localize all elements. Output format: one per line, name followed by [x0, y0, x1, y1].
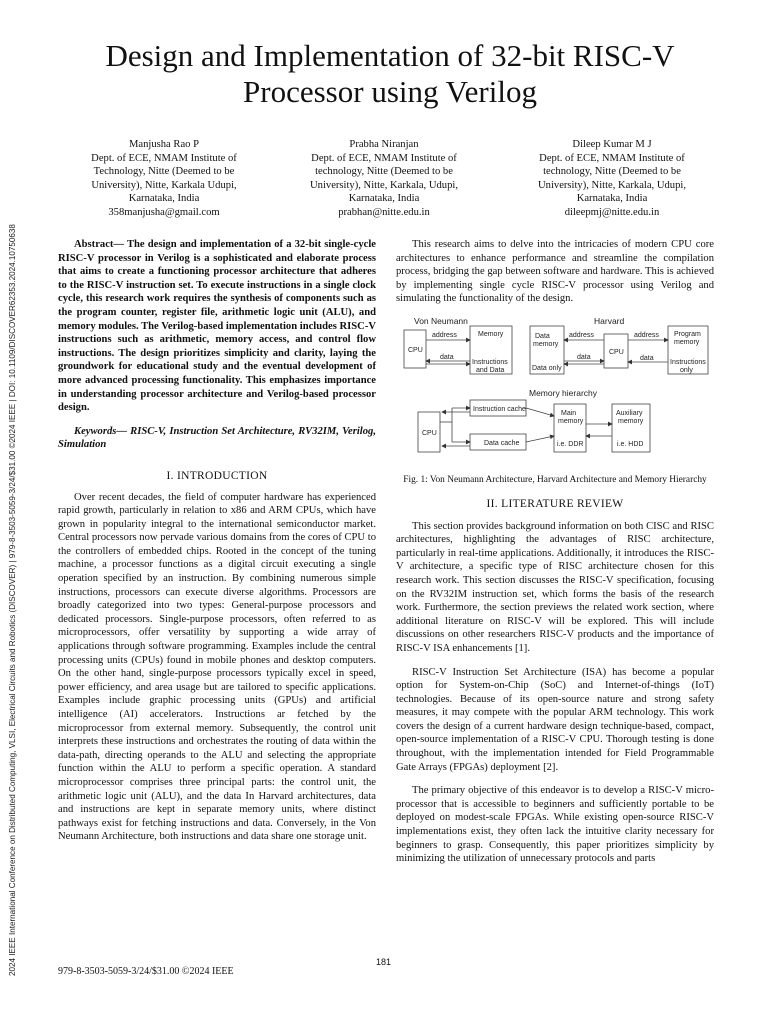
abstract: Abstract— The design and implementation of a 32-bit single-cycle RISC-V processor in Verilog is a sophisticated and elaborate process that aims to create a functioning processor architecture that adheres to the RISC-V instruction set. To execute instructions in a single clock cycle, this research work requires the synthesis of components such as the program counter, register file, arithmetic logic unit (ALU), and memory modules. The Verilog-based implementation includes RISC-V instructions such as arithmetic, memory access, and control flow instructions. The design prioritizes simplicity and clarity, laying the groundwork for educational study and the eventual development of more advanced processing functionality. This emphasizes importance in understanding processor architecture and Verilog-based processor design. — [58, 239, 376, 414]
left-column — [58, 238, 376, 844]
author-affiliation: University), Nitte, Karkala, Udupi, — [538, 179, 686, 191]
introduction-paragraph: Over recent decades, the field of computer hardware has experienced rapid growth, particularly in relation to x86 and ARM CPUs, which have grown in popularity integral to the international semiconductor market. Central processors now pervade various domains from the cores of CPU to the controllers of embedded chips. Rooted in the concept of the tuning machine, a processor functions as a digital circuit executing a single operation specified by an instruction. By combining numerous simple instructions, processors can execute diverse algorithms. Processors are broadly categorized into two types: General-purpose processors and dedicated processors. Single-purpose processors, often referred to as microprocessors, offer versatility by supporting a wide array of applications through software programming. Examples include the central processing units (CPUs) found in mobile phones and desktop computers. On the other hand, single-purpose processors typically excel in speed, power efficiency, and area usage but are tailored to specific applications. Examples include graphic processing units (GPUs) and artificial intelligence (AI) accelerators. Instructions ar fetched by the microprocessor from external memory. Subsequently, the control unit interprets these instructions and orchestrates the routing of data within the data-path, directing operands to the ALU and selecting the appropriate function within the ALU to perform a specific operation. A standard microprocessor comprises three principal parts: the control unit, the arithmetic logic unit (ALU), and the data In Harvard architectures, data and instructions are kept in separate memory units, where distinct pathways exist for fetching instructions and data. Conversely, in the Von Neumann Architecture, both instructions and data share one storage unit. — [58, 491, 376, 843]
keywords: Keywords— RISC-V, Instruction Set Architecture, RV32IM, Verilog, Simulation — [58, 425, 376, 451]
architecture-diagram — [396, 318, 714, 470]
architecture-figure — [396, 318, 714, 470]
harvard-address-left-label: address — [569, 331, 594, 339]
auxiliary-memory-label-2: memory — [618, 417, 644, 425]
harvard-program-memory-label: Program — [674, 330, 701, 338]
author-email: dileepmj@nitte.edu.in — [564, 206, 660, 218]
author-affiliation: Dept. of ECE, NMAM Institute of — [311, 152, 457, 164]
auxiliary-memory-label: Auxiliary — [616, 409, 643, 417]
research-aim-paragraph: This research aims to delve into the intricacies of modern CPU core architectures to enhance performance and streamline the compilation process, bridging the gap between software and hardware. This is achieved by implementing single cycle RISC-V processor using Verilog and simulating the functionality of the design. — [396, 239, 714, 305]
author-1 — [54, 138, 274, 220]
section-heading-introduction: I. INTRODUCTION — [166, 469, 268, 482]
author-name: Prabha Niranjan — [349, 139, 419, 150]
author-3 — [502, 138, 722, 220]
paper-title: Design and Implementation of 32-bit RISC-V Processor using Verilog — [105, 38, 675, 109]
data-cache-label: Data cache — [484, 439, 520, 447]
section-heading-literature-review: II. LITERATURE REVIEW — [486, 497, 624, 510]
right-column — [396, 238, 714, 866]
author-2 — [274, 138, 494, 220]
harvard-program-memory-label-2: memory — [674, 338, 700, 346]
author-affiliation: technology, Nitte (Deemed to be — [543, 166, 681, 178]
ie-hdd-label: i.e. HDD — [617, 440, 644, 448]
harvard-data-memory-label-2: memory — [533, 340, 559, 348]
mh-cpu-label: CPU — [422, 429, 437, 437]
author-affiliation: Karnataka, India — [348, 193, 420, 205]
literature-paragraph-2: RISC-V Instruction Set Architecture (ISA) has become a popular option for System-on-Chip (SoC) and Internet-of-things (IoT) technologies. Because of its open-source nature and strong safety measures, it may compete with the popular ARM technology. This work covers the design of a current hardware design technique-based, compact, open-source implementation of a RISC-V CPU. Thorough testing is done throughout, with the implementation intended for Field Programmable Gate Arrays (FPGAs) deployment [2]. — [396, 666, 714, 773]
author-affiliation: University), Nitte, Karkala, Udupi, — [310, 179, 458, 191]
harvard-data-only-label: Data only — [532, 364, 562, 372]
vn-data-label: data — [440, 353, 454, 361]
main-memory-label-2: memory — [558, 417, 584, 425]
harvard-instructions-only-label-2: only — [680, 366, 693, 374]
literature-paragraph-3: The primary objective of this endeavor is to develop a RISC-V micro-processor that is accessible to beginners and sufficiently portable to be deployed on modest-scale FPGAs. While existing open-source RISC-V implementations exist, they often lack the intuitive clarity necessary for beginners to grasp. Consequently, this paper prioritizes simplicity by minimizing the utilization of unnecessary protocols and parts — [396, 785, 714, 865]
conference-doi-banner: 2024 IEEE International Conference on Distributed Computing, VLSI, Electrical Circuits and Robotics (DISCOVER) | 979-8-3503-5059-3/24/$31.00 ©2024 IEEE | DOI: 10.1109/DISCOVER62353.2024.10750638 — [8, 224, 17, 976]
author-affiliation: Dept. of ECE, NMAM Institute of — [539, 152, 685, 164]
von-neumann-label: Von Neumann — [414, 317, 468, 326]
author-email: 358manjusha@gmail.com — [108, 206, 220, 218]
figure-caption: Fig. 1: Von Neumann Architecture, Harvard Architecture and Memory Hierarchy — [403, 474, 707, 485]
harvard-data-memory-label: Data — [535, 332, 550, 340]
harvard-instructions-only-label: Instructions — [670, 358, 706, 366]
author-affiliation: Technology, Nitte (Deemed to be — [93, 166, 235, 178]
harvard-data-right-label: data — [640, 354, 654, 362]
ie-ddr-label: i.e. DDR — [557, 440, 584, 448]
author-affiliation: Dept. of ECE, NMAM Institute of — [91, 152, 237, 164]
author-affiliation: University), Nitte, Karkala Udupi, — [91, 179, 237, 191]
harvard-data-left-label: data — [577, 353, 591, 361]
vn-memory-label: Memory — [478, 330, 504, 338]
author-affiliation: Karnataka, India — [128, 193, 200, 205]
author-affiliation: Karnataka, India — [576, 193, 648, 205]
instruction-cache-label: Instruction cache — [473, 405, 526, 413]
harvard-label: Harvard — [594, 317, 625, 326]
harvard-cpu-label: CPU — [609, 348, 624, 356]
author-name: Manjusha Rao P — [128, 139, 200, 150]
author-affiliation: technology, Nitte (Deemed to be — [315, 166, 453, 178]
author-email: prabhan@nitte.edu.in — [338, 206, 430, 218]
copyright-footer: 979-8-3503-5059-3/24/$31.00 ©2024 IEEE — [58, 966, 234, 977]
vn-cpu-label: CPU — [408, 346, 423, 354]
page-number: 181 — [376, 957, 392, 967]
vn-address-label: address — [432, 331, 457, 339]
vn-instructions-label: Instructions — [472, 358, 508, 366]
harvard-address-right-label: address — [634, 331, 659, 339]
author-name: Dileep Kumar M J — [572, 139, 652, 150]
memory-hierarchy-label: Memory hierarchy — [529, 387, 598, 398]
main-memory-label: Main — [561, 409, 577, 417]
literature-paragraph-1: This section provides background information on both CISC and RISC architectures, highlighting the advantages of RISC architecture, particularly in real-time applications. Additionally, it introduces the RISC-V architecture, a specific type of RISC architecture chosen for this research work. This section discusses the RISC-V specification, focusing on the RV32IM instruction set, which forms the basis of the research work. Furthermore, the section previews the related work section, where additional literature on RISC-V will be explored. This will include discussions on other researchers RISC-V products and the importance of RISC-V ISA enhancements [1]. — [396, 520, 714, 654]
vn-and-data-label: and Data — [476, 366, 505, 374]
